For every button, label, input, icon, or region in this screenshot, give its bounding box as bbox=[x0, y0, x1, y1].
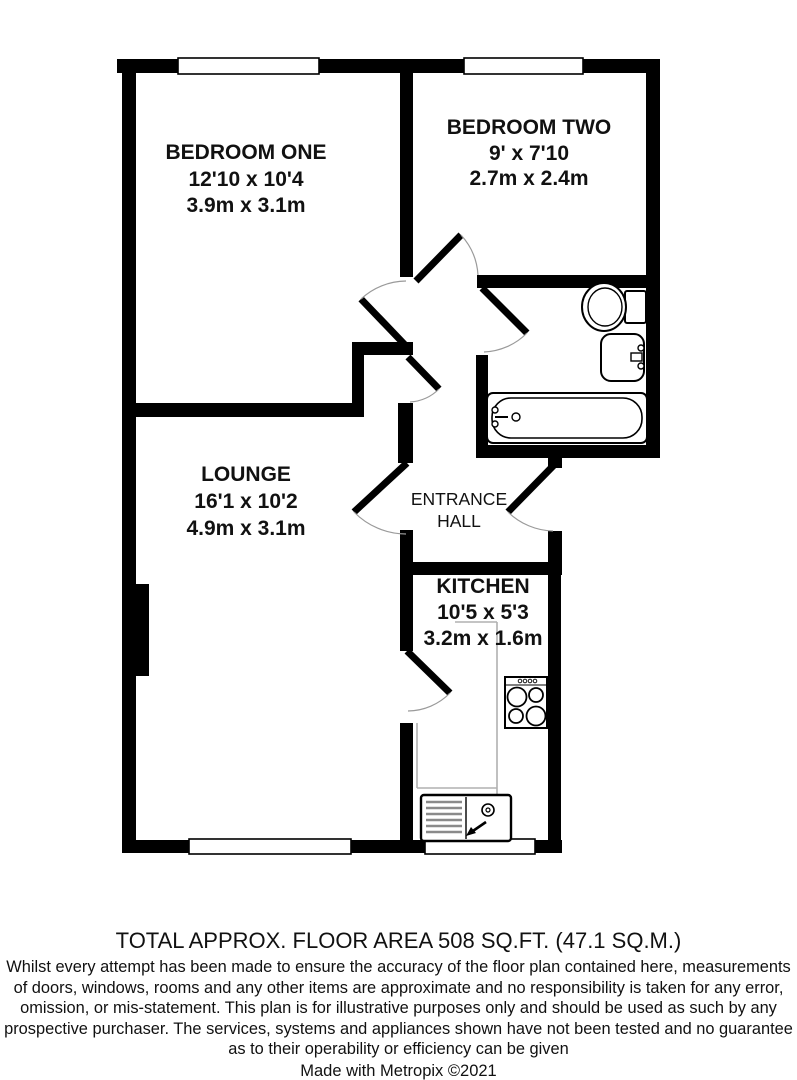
lounge-metric: 4.9m x 3.1m bbox=[186, 517, 306, 540]
kitchen-fixtures bbox=[417, 622, 547, 841]
label-bedroom-two bbox=[447, 116, 611, 190]
label-kitchen bbox=[423, 575, 542, 650]
footer bbox=[0, 928, 797, 1080]
door-bedroom-one bbox=[361, 281, 407, 347]
bedroom-one-metric: 3.9m x 3.1m bbox=[186, 194, 306, 217]
total-floor-area: TOTAL APPROX. FLOOR AREA 508 SQ.FT. (47.1 SQ.M.) bbox=[115, 928, 682, 953]
window-lounge bbox=[189, 839, 351, 854]
kitchen-metric: 3.2m x 1.6m bbox=[423, 627, 543, 650]
wall-left bbox=[122, 59, 136, 853]
wall-kitchen-left-lower bbox=[400, 723, 413, 853]
door-bedroom-two bbox=[416, 235, 478, 281]
wall-hall-left-stub bbox=[398, 403, 413, 463]
toilet-icon bbox=[582, 283, 646, 331]
wall-bathroom-bottom bbox=[476, 445, 660, 458]
wall-hall-left-mid bbox=[400, 530, 413, 575]
wall-kitchen-right bbox=[548, 562, 561, 853]
label-lounge bbox=[186, 463, 305, 540]
door-lounge bbox=[354, 463, 407, 534]
kitchen-name: KITCHEN bbox=[436, 575, 530, 598]
door-kitchen bbox=[407, 651, 450, 711]
door-entrance bbox=[508, 464, 555, 531]
lounge-imperial: 16'1 x 10'2 bbox=[194, 490, 298, 513]
wall-lounge-top bbox=[122, 403, 358, 417]
kitchen-imperial: 10'5 x 5'3 bbox=[437, 601, 529, 624]
label-entrance-hall bbox=[411, 489, 507, 531]
entrance-hall-line1: ENTRANCE bbox=[410, 489, 508, 509]
wall-right bbox=[646, 59, 660, 458]
bedroom-two-name: BEDROOM TWO bbox=[446, 116, 612, 139]
bathroom-fixtures bbox=[487, 283, 647, 443]
wall-kitchen-top bbox=[403, 562, 562, 575]
label-bedroom-one bbox=[165, 141, 326, 217]
entrance-hall-line2: HALL bbox=[437, 511, 481, 531]
bedroom-one-name: BEDROOM ONE bbox=[165, 141, 327, 164]
kitchen-sink-icon bbox=[421, 795, 511, 841]
bathtub-icon bbox=[487, 393, 647, 443]
chimney-breast bbox=[136, 584, 149, 676]
window-bedroom-two bbox=[464, 58, 583, 74]
stove-icon bbox=[505, 677, 547, 728]
wall-bedroom-divider bbox=[400, 73, 413, 277]
metropix-credit: Made with Metropix ©2021 bbox=[300, 1061, 497, 1080]
window-bedroom-one bbox=[178, 58, 319, 74]
wall-kitchen-left-upper bbox=[400, 575, 413, 651]
lounge-name: LOUNGE bbox=[201, 463, 291, 486]
disclaimer-text: Whilst every attempt has been made to ensure the accuracy of the floor plan contained here, measurements of doors, windows, rooms and any other items are approximate and no responsibility is taken for any error, omission, or mis-statement. This plan is for illustrative purposes only and should be used as such by any prospective purchaser. The services, systems and appliances shown have not been tested and no guarantee as to their operability or efficiency can be given bbox=[4, 958, 793, 1058]
door-bathroom bbox=[482, 288, 527, 352]
bedroom-two-imperial: 9' x 7'10 bbox=[488, 142, 570, 165]
door-cupboard bbox=[408, 357, 439, 402]
wall-bathroom-top bbox=[477, 275, 660, 288]
bedroom-two-metric: 2.7m x 2.4m bbox=[469, 167, 589, 190]
basin-icon bbox=[601, 334, 644, 381]
bedroom-one-imperial: 12'10 x 10'4 bbox=[188, 168, 304, 191]
